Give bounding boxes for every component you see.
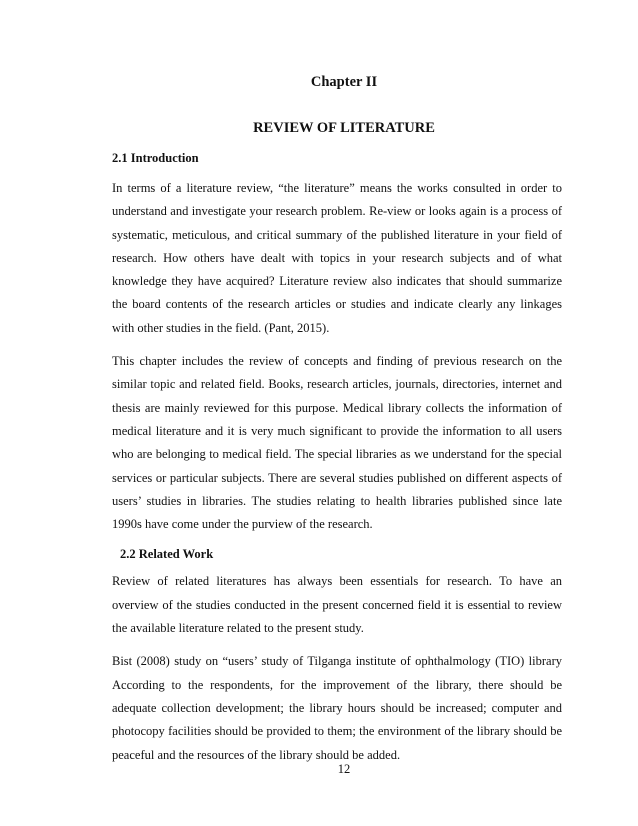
- page-number: 12: [337, 762, 351, 776]
- chapter-label: Chapter II: [310, 74, 378, 90]
- paragraph-intro-2: This chapter includes the review of concepts and finding of previous research on the similar topic and related field. Books, research articles, journals, directories, internet and thesis are mainly reviewed for this purpose. Medical library collects the information of medical literature and it is very much significant to provide the information to all users who are belonging to medical field. The special libraries as we understand for the special services or particular subjects. There are several studies published on different aspects of users’ studies in libraries. The studies relating to health libraries published since late 1990s have come under the purview of the research.: [112, 354, 562, 532]
- section-heading-introduction: 2.1 Introduction: [112, 151, 199, 165]
- page-body: [112, 150, 562, 767]
- paragraph-related-2: Bist (2008) study on “users’ study of Tilganga institute of ophthalmology (TIO) library According to the respondents, for the improvement of the library, there should be adequate collection development; the library hours should be increased; computer and photocopy facilities should be provided to them; the environment of the library should be peaceful and the resources of the library should be added.: [112, 654, 562, 762]
- paragraph-related-1: Review of related literatures has always been essentials for research. To have an overview of the studies conducted in the present concerned field it is essential to review the available literature related to the present study.: [112, 574, 562, 636]
- paragraph-intro-1: In terms of a literature review, “the literature” means the works consulted in order to understand and investigate your research problem. Re-view or looks again is a process of systematic, meticulous, and critical summary of the published literature in your field of research. How others have dealt with topics in your research subjects and of what knowledge they have acquired? Literature review also indicates that should summarize the board contents of the research articles or studies and indicate clearly any linkages with other studies in the field. (Pant, 2015).: [112, 181, 562, 335]
- chapter-title: REVIEW OF LITERATURE: [253, 120, 435, 136]
- section-heading-related-work: 2.2 Related Work: [120, 547, 214, 562]
